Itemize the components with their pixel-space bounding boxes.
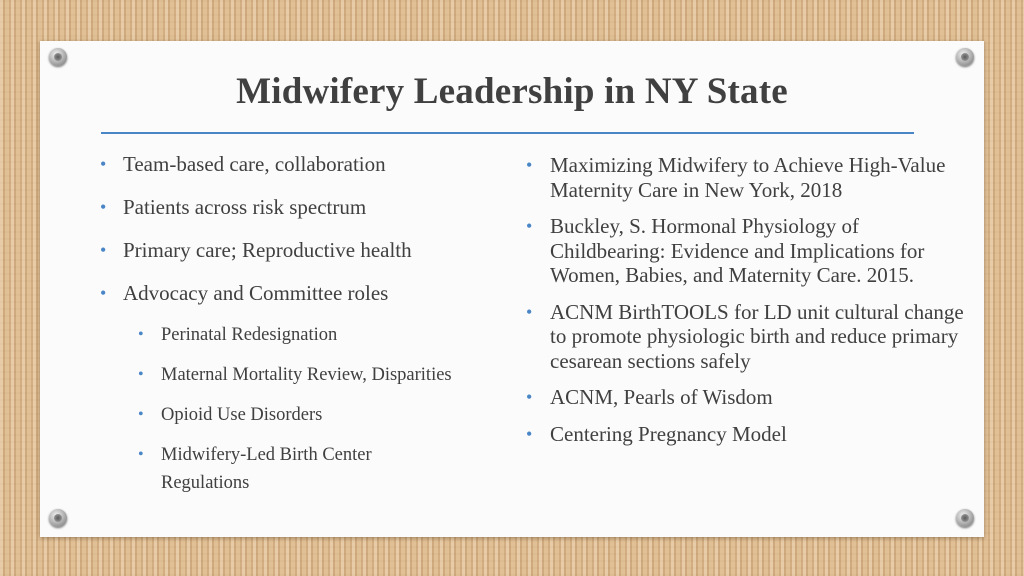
list-item	[100, 237, 520, 263]
sub-list-item	[100, 361, 520, 389]
bullet-icon: •	[526, 155, 533, 175]
list-item-text: Primary care; Reproductive health	[123, 238, 412, 262]
list-item-text: Advocacy and Committee roles	[123, 281, 389, 305]
list-item-text: ACNM BirthTOOLS for LD unit cultural change to promote physiologic birth and reduce primary cesarean sections safely	[550, 299, 964, 373]
thumbtack-icon	[49, 509, 67, 527]
title-underline	[101, 132, 914, 134]
list-item	[524, 214, 970, 288]
bullet-icon: •	[138, 446, 144, 463]
sub-list-item	[100, 321, 520, 349]
list-item-text: Team-based care, collaboration	[123, 152, 386, 176]
list-item	[100, 151, 520, 177]
bullet-icon: •	[100, 240, 107, 260]
bullet-icon: •	[526, 387, 533, 407]
list-item	[524, 153, 965, 202]
bullet-icon: •	[526, 423, 533, 444]
list-item	[524, 300, 965, 374]
sub-list-item-text: Perinatal Redesignation	[161, 325, 338, 345]
thumbtack-icon	[956, 48, 974, 66]
list-item	[100, 194, 520, 220]
sub-list-item	[100, 401, 520, 429]
bullet-icon: •	[138, 406, 144, 423]
sub-list-item-text: Opioid Use Disorders	[161, 405, 323, 425]
bullet-icon: •	[526, 216, 533, 236]
sub-list-item-text: Midwifery-Led Birth Center Regulations	[161, 445, 372, 493]
bullet-icon: •	[138, 326, 144, 343]
bullet-icon: •	[526, 301, 533, 322]
bullet-icon: •	[100, 154, 107, 174]
left-bullet-list	[100, 151, 520, 509]
list-item	[524, 422, 964, 447]
list-item-text: ACNM, Pearls of Wisdom	[550, 385, 773, 409]
sub-list-item-text: Maternal Mortality Review, Disparities	[161, 365, 452, 385]
thumbtack-icon	[49, 48, 67, 66]
list-item-text: Centering Pregnancy Model	[550, 421, 787, 446]
list-item-text: Buckley, S. Hormonal Physiology of Childbearing: Evidence and Implications for Women, Babies, and Maternity Care. 2015.	[550, 214, 925, 287]
thumbtack-icon	[956, 509, 974, 527]
list-item-text: Patients across risk spectrum	[123, 195, 367, 219]
list-item	[524, 385, 964, 410]
bullet-icon: •	[138, 366, 144, 383]
slide-title: Midwifery Leadership in NY State	[236, 71, 788, 112]
right-bullet-list	[524, 153, 964, 458]
list-item-text: Maximizing Midwifery to Achieve High-Value Maternity Care in New York, 2018	[550, 153, 946, 202]
sub-list-item	[100, 441, 461, 497]
bullet-icon: •	[100, 197, 107, 217]
bullet-icon: •	[100, 283, 107, 303]
list-item	[100, 280, 520, 306]
